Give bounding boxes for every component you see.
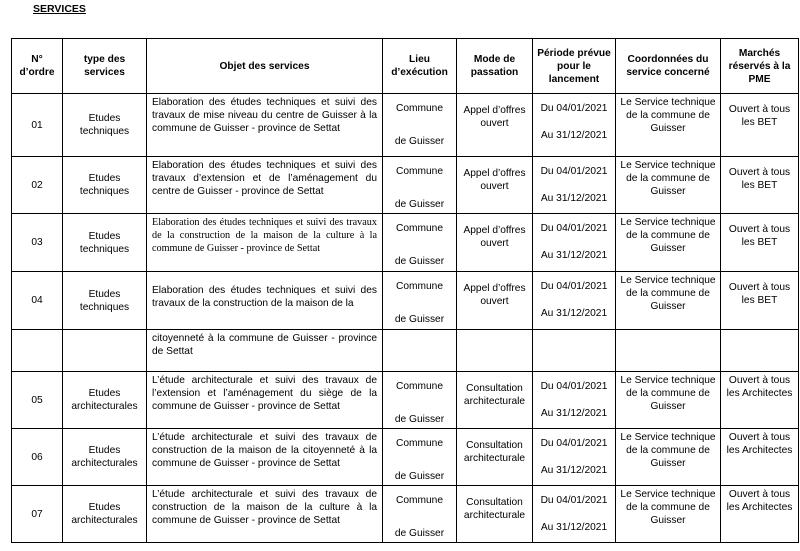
cell-mode: Appel d’offres ouvert: [457, 272, 533, 330]
cell-num: [12, 330, 63, 372]
cell-periode: [533, 94, 616, 157]
header-objet: Objet des services: [147, 39, 383, 94]
cell-marches: [721, 330, 799, 372]
cell-lieu: [383, 214, 457, 272]
cell-marches: Ouvert à tous les BET: [721, 94, 799, 157]
header-mode: Mode de passation: [457, 39, 533, 94]
cell-mode: Appel d’offres ouvert: [457, 94, 533, 157]
cell-lieu: [383, 486, 457, 543]
lieu-line-1: Commune: [396, 438, 443, 449]
cell-objet: citoyenneté à la commune de Guisser - province de Settat: [147, 330, 383, 372]
lieu-line-2: de Guisser: [394, 414, 445, 425]
cell-lieu: [383, 429, 457, 486]
table-row: [12, 372, 799, 429]
header-num: N° d’ordre: [12, 39, 63, 94]
lieu-line-1: Commune: [396, 223, 443, 234]
table-row: [12, 272, 799, 330]
cell-type: Etudes techniques: [63, 157, 147, 214]
header-lieu: Lieu d’exécution: [383, 39, 457, 94]
cell-lieu: [383, 157, 457, 214]
periode-du: Du 04/01/2021: [540, 103, 608, 114]
lieu-line-1: Commune: [396, 495, 443, 506]
cell-coord: Le Service technique de la commune de Guisser: [616, 429, 721, 486]
table-row: [12, 157, 799, 214]
cell-coord: Le Service technique de la commune de Guisser: [616, 486, 721, 543]
lieu-line-1: Commune: [396, 381, 443, 392]
cell-coord: Le Service technique de la commune de Guisser: [616, 272, 721, 330]
periode-du: Du 04/01/2021: [540, 166, 608, 177]
cell-lieu: [383, 272, 457, 330]
cell-num: 01: [12, 94, 63, 157]
cell-coord: [616, 330, 721, 372]
page-title: SERVICES: [33, 3, 86, 15]
cell-type: Etudes architecturales: [63, 486, 147, 543]
cell-mode: Consultation architecturale: [457, 486, 533, 543]
lieu-line-1: Commune: [396, 166, 443, 177]
cell-mode: Appel d’offres ouvert: [457, 214, 533, 272]
header-coord: Coordonnées du service concerné: [616, 39, 721, 94]
cell-marches: Ouvert à tous les BET: [721, 214, 799, 272]
lieu-line-2: de Guisser: [394, 471, 445, 482]
cell-num: 05: [12, 372, 63, 429]
cell-marches: Ouvert à tous les Architectes: [721, 486, 799, 543]
cell-num: 04: [12, 272, 63, 330]
periode-du: Du 04/01/2021: [540, 281, 608, 292]
table-row: [12, 330, 799, 372]
periode-du: Du 04/01/2021: [540, 223, 608, 234]
lieu-line-2: de Guisser: [394, 136, 445, 147]
cell-num: 03: [12, 214, 63, 272]
cell-coord: Le Service technique de la commune de Guisser: [616, 94, 721, 157]
periode-au: Au 31/12/2021: [540, 408, 608, 419]
cell-type: Etudes techniques: [63, 272, 147, 330]
cell-coord: Le Service technique de la commune de Guisser: [616, 157, 721, 214]
cell-marches: Ouvert à tous les Architectes: [721, 429, 799, 486]
cell-objet: Elaboration des études techniques et suivi des travaux de mise niveau du centre de Guisser à la commune de Guisser - province de Settat: [147, 94, 383, 157]
lieu-line-2: de Guisser: [394, 528, 445, 539]
periode-au: Au 31/12/2021: [540, 308, 608, 319]
cell-num: 06: [12, 429, 63, 486]
table-row: [12, 94, 799, 157]
cell-mode: Consultation architecturale: [457, 429, 533, 486]
cell-num: 07: [12, 486, 63, 543]
cell-periode: [533, 486, 616, 543]
cell-type: [63, 330, 147, 372]
periode-du: Du 04/01/2021: [540, 381, 608, 392]
lieu-line-1: Commune: [396, 281, 443, 292]
cell-type: Etudes techniques: [63, 214, 147, 272]
header-row: [12, 39, 799, 94]
cell-lieu: [383, 94, 457, 157]
lieu-line-1: Commune: [396, 103, 443, 114]
cell-coord: Le Service technique de la commune de Guisser: [616, 214, 721, 272]
cell-objet: Elaboration des études techniques et suivi des travaux de la construction de la maison de la: [147, 272, 383, 330]
cell-marches: Ouvert à tous les BET: [721, 272, 799, 330]
cell-num: 02: [12, 157, 63, 214]
cell-periode: [533, 429, 616, 486]
cell-mode: [457, 330, 533, 372]
cell-periode: [533, 214, 616, 272]
header-periode: Période prévue pour le lancement: [533, 39, 616, 94]
table-row: [12, 429, 799, 486]
table-row: [12, 486, 799, 543]
periode-au: Au 31/12/2021: [540, 522, 608, 533]
periode-du: Du 04/01/2021: [540, 495, 608, 506]
periode-au: Au 31/12/2021: [540, 465, 608, 476]
cell-type: Etudes architecturales: [63, 372, 147, 429]
lieu-line-2: de Guisser: [394, 314, 445, 325]
cell-marches: Ouvert à tous les Architectes: [721, 372, 799, 429]
cell-periode: [533, 330, 616, 372]
cell-coord: Le Service technique de la commune de Guisser: [616, 372, 721, 429]
periode-du: Du 04/01/2021: [540, 438, 608, 449]
cell-objet: L’étude architecturale et suivi des travaux de construction de la maison de la culture à la commune de Guisser - province de Settat: [147, 486, 383, 543]
cell-objet: L’étude architecturale et suivi des travaux de construction de la maison de la citoyenneté à la commune de Guisser - province de Settat: [147, 429, 383, 486]
table-row: [12, 214, 799, 272]
periode-au: Au 31/12/2021: [540, 130, 608, 141]
cell-lieu: [383, 372, 457, 429]
lieu-line-2: de Guisser: [394, 199, 445, 210]
cell-type: Etudes techniques: [63, 94, 147, 157]
cell-objet: Elaboration des études techniques et suivi des travaux de la construction de la maison de la culture à la commune de Guisser - province de Settat: [147, 214, 383, 272]
cell-periode: [533, 372, 616, 429]
lieu-line-2: de Guisser: [394, 256, 445, 267]
cell-objet: Elaboration des études techniques et suivi des travaux d’extension et de l’aménagement du centre de Guisser - province de Settat: [147, 157, 383, 214]
cell-lieu: [383, 330, 457, 372]
cell-mode: Appel d’offres ouvert: [457, 157, 533, 214]
header-type: type des services: [63, 39, 147, 94]
cell-type: Etudes architecturales: [63, 429, 147, 486]
cell-objet: L’étude architecturale et suivi des travaux de l’extension et l’aménagement du siège de la commune de Guisser - province de Settat: [147, 372, 383, 429]
cell-periode: [533, 157, 616, 214]
periode-au: Au 31/12/2021: [540, 193, 608, 204]
cell-marches: Ouvert à tous les BET: [721, 157, 799, 214]
cell-periode: [533, 272, 616, 330]
services-table: [11, 38, 799, 543]
cell-mode: Consultation architecturale: [457, 372, 533, 429]
header-marches: Marchés réservés à la PME: [721, 39, 799, 94]
periode-au: Au 31/12/2021: [540, 250, 608, 261]
